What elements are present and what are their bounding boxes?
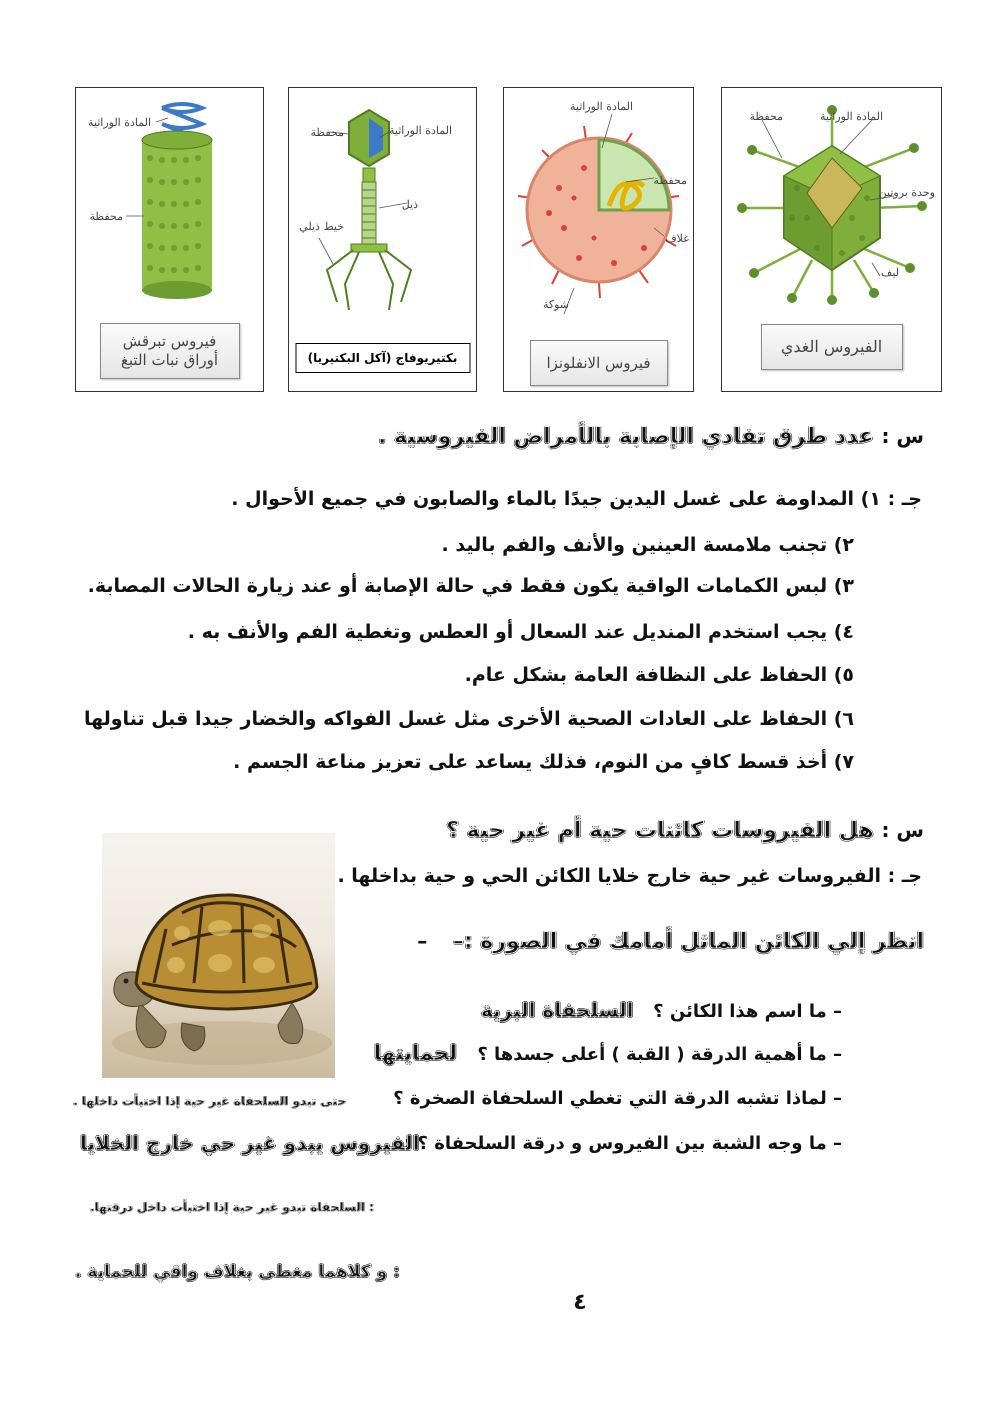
question-1-prefix: س :	[881, 424, 924, 448]
page-number: ٤	[573, 1290, 587, 1315]
question-2	[446, 818, 924, 843]
turtle-question-4-text: – ما وجه الشبة بين الفيروس و درقة السلحفاة ؟ :	[404, 1133, 842, 1154]
figure-influenza	[503, 87, 694, 392]
answer-1-first-line	[231, 488, 922, 510]
answer-1-item-7: ٧) أخذ قسط كافٍ من النوم، فذلك يساعد على تعزيز مناعة الجسم .	[233, 751, 854, 773]
answer-2-text: الفيروسات غير حية خارج خلايا الكائن الحي و حية بداخلها .	[337, 865, 881, 887]
question-1-text: عدد طرق تفادي الإصابة بالأمراض الفيروسية .	[377, 424, 874, 449]
caption-tmv	[100, 323, 240, 379]
label-spike: شوكة	[542, 298, 569, 311]
question-2-text: هل الفيروسات كائنات حية أم غير حية ؟	[446, 818, 874, 843]
figure-adenovirus	[721, 87, 942, 392]
label-tail: ذيل	[401, 198, 418, 211]
turtle-question-3	[393, 1088, 842, 1109]
label-tail-fiber: خيط ذيلي	[299, 220, 344, 233]
look-instruction	[417, 929, 924, 954]
caption-adenovirus: الفيروس الغدي	[761, 324, 903, 370]
tortoise-illustration	[102, 833, 335, 1078]
label-genetic-material: المادة الوراثية	[569, 100, 633, 113]
label-fiber: ليف	[880, 266, 899, 279]
label-genetic-material: المادة الوراثية	[819, 110, 883, 123]
label-capsid: محفظة	[310, 126, 344, 139]
answer-1-item-6: ٦) الحفاظ على العادات الصحية الأخرى مثل غسل الفواكه والخضار جيدا قبل تناولها	[83, 708, 854, 730]
label-envelope: غلاف	[665, 232, 689, 245]
turtle-answer-4: الفيروس يبدو غير حي خارج الخلايا	[80, 1131, 420, 1155]
turtle-question-2-text: – ما أهمية الدرقة ( القبة ) أعلى جسدها ؟	[477, 1044, 842, 1065]
adenovirus-illustration	[722, 88, 943, 328]
turtle-question-3-text: – لماذا تشبه الدرقة التي تغطي السلحفاة الصخرة ؟	[393, 1088, 842, 1109]
figure-tmv	[75, 87, 264, 392]
influenza-illustration	[504, 88, 695, 328]
answer-1-item-2: ٢) تجنب ملامسة العينين والأنف والفم باليد .	[441, 534, 854, 556]
caption-bacteriophage: بكتيريوفاج (آكل البكتيريا)	[295, 343, 470, 373]
look-instruction-dash: –	[417, 929, 428, 953]
turtle-question-1	[481, 998, 842, 1022]
answer-1-prefix: جـ :	[887, 488, 922, 510]
question-2-prefix: س :	[881, 818, 924, 842]
turtle-answer-2: لحمايتها	[373, 1041, 458, 1065]
label-capsid: محفظة	[89, 210, 123, 223]
answer-1-item-5: ٥) الحفاظ على النظافة العامة بشكل عام.	[464, 664, 854, 686]
turtle-question-2	[374, 1041, 842, 1065]
label-genetic-material: المادة الوراثية	[388, 124, 452, 137]
look-instruction-text: انظر إلي الكائن الماثل أمامك في الصورة :–	[452, 929, 924, 954]
label-protein-unit: وحدة بروتين	[878, 186, 935, 199]
extra-note-1: : السلحفاة تبدو غير حية إذا اختبأت داخل درقتها.	[90, 1200, 374, 1214]
caption-tmv-line1: فيروس تبرقش	[122, 332, 217, 351]
label-genetic-material: المادة الوراثية	[87, 116, 151, 129]
label-capsid: محفظة	[749, 110, 783, 123]
answer-1-item-4: ٤) يجب استخدم المنديل عند السعال أو العطس وتغطية الفم والأنف به .	[187, 621, 854, 643]
answer-2	[337, 865, 922, 887]
turtle-answer-1: السلحفاة البرية	[480, 998, 634, 1022]
turtle-question-1-text: – ما اسم هذا الكائن ؟	[653, 1001, 842, 1022]
answer-1-item-1: ١) المداومة على غسل اليدين جيدًا بالماء والصابون في جميع الأحوال .	[231, 488, 881, 510]
caption-influenza: فيروس الانفلونزا	[530, 340, 668, 386]
turtle-question-4	[404, 1133, 842, 1154]
figure-bacteriophage	[288, 87, 477, 392]
answer-2-prefix: جـ :	[887, 865, 922, 887]
caption-tmv-line2: أوراق نبات التبغ	[120, 351, 219, 369]
label-capsid: محفظة	[653, 174, 687, 187]
extra-note-2: : و كلاهما مغطى بغلاف واقي للحماية .	[75, 1262, 400, 1282]
tortoise-photo	[102, 833, 335, 1078]
turtle-answer-3: حتى تبدو السلحفاة غير حية إذا اختبأت داخلها .	[73, 1094, 347, 1108]
question-1	[378, 424, 924, 449]
answer-1-item-3: ٣) لبس الكمامات الواقية يكون فقط في حالة الإصابة أو عند زيارة الحالات المصابة.	[87, 575, 854, 597]
